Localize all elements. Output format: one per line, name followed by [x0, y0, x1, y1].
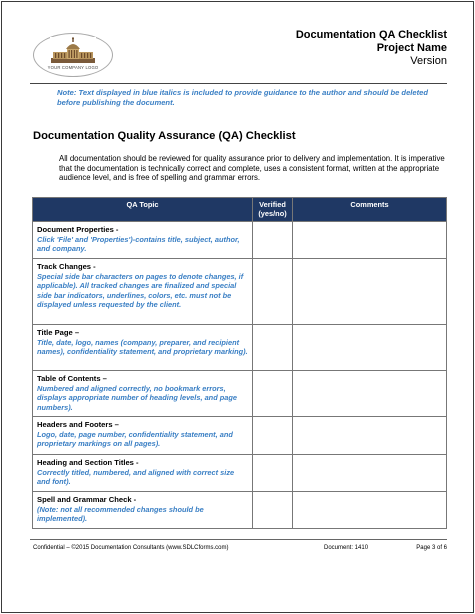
guidance-note: Note: Text displayed in blue italics is included to provide guidance to the author and should be deleted before publishing the document.: [57, 88, 429, 107]
table-row: [33, 455, 447, 492]
capitol-building-icon: [50, 37, 96, 65]
table-row: [33, 492, 447, 529]
comments-cell[interactable]: [293, 371, 447, 417]
header-divider: [30, 83, 447, 84]
table-header-row: [33, 198, 447, 222]
verified-cell[interactable]: [253, 259, 293, 325]
footer-page-number: Page 3 of 6: [416, 545, 447, 551]
qa-topic-title: Title Page –: [37, 328, 80, 337]
comments-cell[interactable]: [293, 222, 447, 259]
table-row: [33, 417, 447, 455]
document-header: [296, 29, 447, 68]
column-header-verified: Verified (yes/no): [253, 198, 293, 222]
project-name: Project Name: [376, 42, 447, 54]
document-title: Documentation QA Checklist: [295, 29, 447, 41]
qa-topic-guidance: Logo, date, page number, confidentiality statement, and proprietary markings on all pages).: [37, 429, 233, 448]
table-row: [33, 222, 447, 259]
company-logo: [33, 33, 113, 77]
footer-divider: [30, 539, 447, 540]
comments-cell[interactable]: [293, 492, 447, 529]
table-row: [33, 325, 447, 371]
verified-cell[interactable]: [253, 371, 293, 417]
logo-text: YOUR COMPANY LOGO: [47, 65, 99, 70]
qa-topic-guidance: Title, date, logo, names (company, preparer, and recipient names), confidentiality statement, and proprietary marking).: [37, 337, 248, 356]
column-header-qa-topic: QA Topic: [33, 198, 253, 222]
comments-cell[interactable]: [293, 417, 447, 455]
document-page: [1, 1, 474, 613]
qa-topic-title: Spell and Grammar Check -: [37, 495, 137, 504]
verified-cell[interactable]: [253, 455, 293, 492]
qa-topic-guidance: Numbered and aligned correctly, no bookmark errors, displays appropriate number of heading levels, and page numbers).: [37, 383, 238, 412]
qa-topic-title: Table of Contents –: [37, 374, 107, 383]
table-row: [33, 259, 447, 325]
qa-topic-cell: [33, 417, 253, 455]
qa-topic-cell: [33, 371, 253, 417]
qa-topic-cell: [33, 222, 253, 259]
table-row: [33, 371, 447, 417]
verified-cell[interactable]: [253, 222, 293, 259]
intro-paragraph: All documentation should be reviewed for quality assurance prior to delivery and implementation. It is imperative that the documentation is technically correct and complete, uses a consistent format, written at the appropriate audience level, and is free of spelling and grammar errors.: [59, 154, 445, 183]
comments-cell[interactable]: [293, 455, 447, 492]
qa-topic-guidance: (Note: not all recommended changes should be implemented).: [37, 504, 204, 523]
footer-document-number: Document: 1410: [324, 545, 369, 551]
qa-topic-guidance: Special side bar characters on pages to denote changes, if applicable). All tracked changes are finalized and special side bar indicators, underlines, colors, etc. must not be displayed unless requested by the client.: [37, 271, 244, 309]
verified-cell[interactable]: [253, 492, 293, 529]
qa-topic-title: Document Properties -: [37, 225, 119, 234]
qa-topic-cell: [33, 325, 253, 371]
footer-confidentiality: Confidential – ©2015 Documentation Consultants (www.SDLCforms.com): [33, 545, 229, 551]
qa-topic-title: Heading and Section Titles -: [37, 458, 139, 467]
qa-topic-cell: [33, 455, 253, 492]
qa-topic-cell: [33, 259, 253, 325]
qa-topic-guidance: Click 'File' and 'Properties')-contains title, subject, author, and company.: [37, 234, 240, 253]
qa-topic-title: Track Changes -: [37, 262, 96, 271]
section-heading: Documentation Quality Assurance (QA) Checklist: [33, 130, 296, 142]
version-label: Version: [410, 55, 447, 67]
verified-cell[interactable]: [253, 417, 293, 455]
verified-cell[interactable]: [253, 325, 293, 371]
qa-checklist-table: [32, 197, 447, 529]
qa-topic-title: Headers and Footers –: [37, 420, 119, 429]
column-header-comments: Comments: [293, 198, 447, 222]
qa-topic-cell: [33, 492, 253, 529]
qa-topic-guidance: Correctly titled, numbered, and aligned with correct size and font).: [37, 467, 235, 486]
comments-cell[interactable]: [293, 325, 447, 371]
comments-cell[interactable]: [293, 259, 447, 325]
